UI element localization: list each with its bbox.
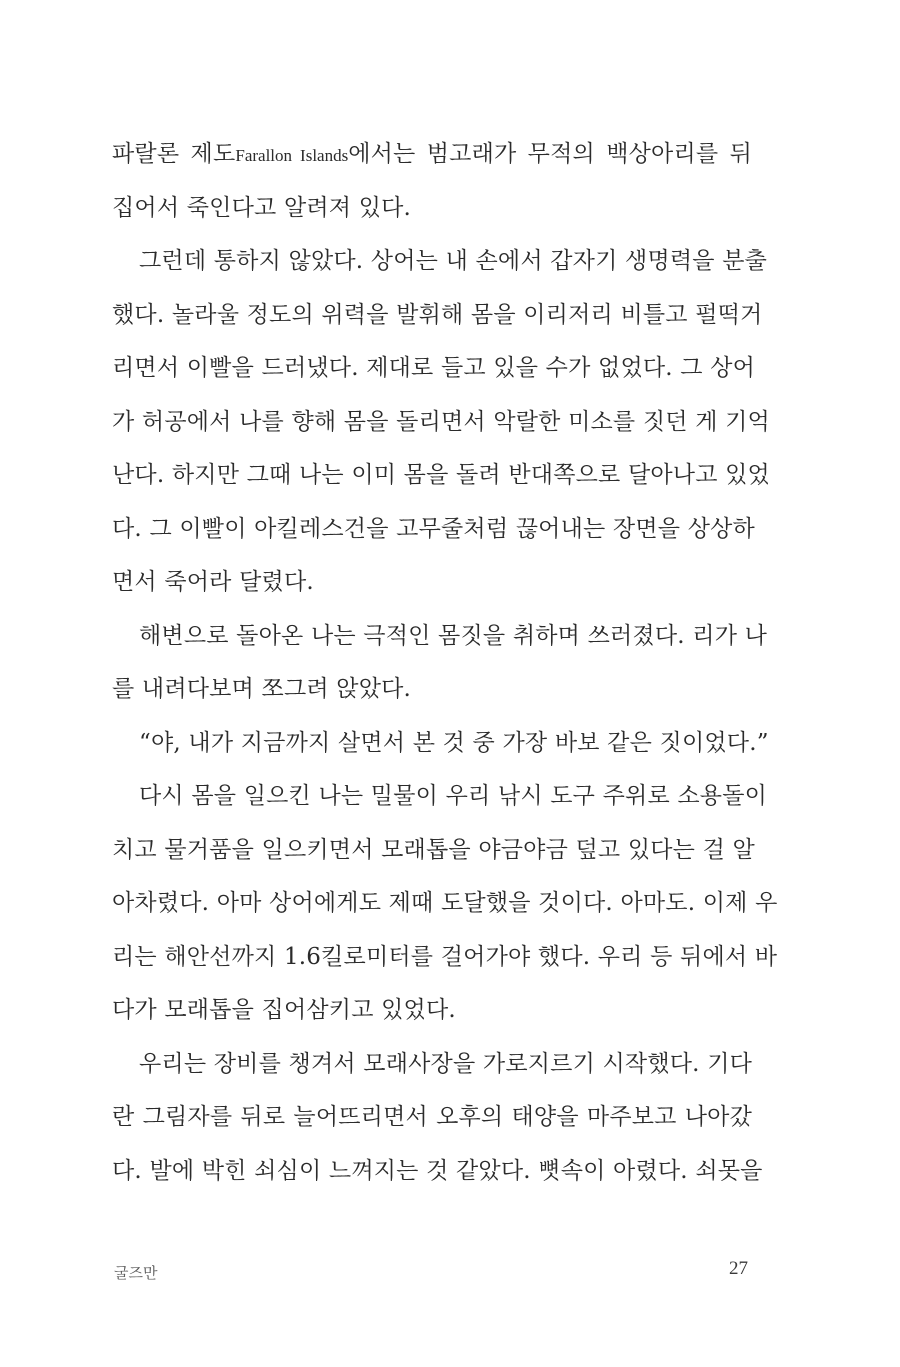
text-line: 를 내려다보며 쪼그려 앉았다. <box>112 676 412 702</box>
text-line: 면서 죽어라 달렸다. <box>112 569 314 595</box>
text-line: 그런데 통하지 않았다. 상어는 내 손에서 갑자기 생명력을 분출 <box>139 248 768 274</box>
text-line: 집어서 죽인다고 알려져 있다. <box>112 194 412 221</box>
text-line: 리면서 이빨을 드러냈다. 제대로 들고 있을 수가 없었다. 그 상어 <box>112 355 756 381</box>
text-line: 했다. 놀라울 정도의 위력을 발휘해 몸을 이리저리 비틀고 펄떡거 <box>112 301 763 328</box>
page-number: 27 <box>729 1258 748 1279</box>
text-line: 가 허공에서 나를 향해 몸을 돌리면서 악랄한 미소를 짓던 게 기억 <box>112 408 770 435</box>
text-line: 리는 해안선까지 1.6킬로미터를 걸어가야 했다. 우리 등 뒤에서 바 <box>112 943 778 970</box>
latin-term: Farallon Islands <box>235 146 349 165</box>
text-line: 파랄론 제도Farallon Islands에서는 범고래가 무적의 백상아리를 뒤 <box>112 141 752 167</box>
body-text <box>112 128 778 1198</box>
text-line: 아차렸다. 아마 상어에게도 제때 도달했을 것이다. 아마도. 이제 우 <box>112 890 778 916</box>
text-line: 우리는 장비를 챙겨서 모래사장을 가로지르기 시작했다. 기다 <box>139 1050 753 1077</box>
running-footer-title: 굴즈만 <box>114 1264 158 1282</box>
text-line: 해변으로 돌아온 나는 극적인 몸짓을 취하며 쓰러졌다. 리가 나 <box>139 622 768 649</box>
text-line: 다가 모래톱을 집어삼키고 있었다. <box>112 997 456 1023</box>
text-line: 다시 몸을 일으킨 나는 밀물이 우리 낚시 도구 주위로 소용돌이 <box>139 783 768 809</box>
text-line: 치고 물거품을 일으키면서 모래톱을 야금야금 덮고 있다는 걸 알 <box>112 836 755 863</box>
dialogue-line: “야, 내가 지금까지 살면서 본 것 중 가장 바보 같은 짓이었다.” <box>139 729 769 756</box>
text-line: 다. 그 이빨이 아킬레스건을 고무줄처럼 끊어내는 장면을 상상하 <box>112 515 755 542</box>
text-line: 난다. 하지만 그때 나는 이미 몸을 돌려 반대쪽으로 달아나고 있었 <box>112 462 770 488</box>
text-line: 다. 발에 박힌 쇠심이 느껴지는 것 같았다. 뼛속이 아렸다. 쇠못을 <box>112 1157 763 1184</box>
text-line: 란 그림자를 뒤로 늘어뜨리면서 오후의 태양을 마주보고 나아갔 <box>112 1104 752 1130</box>
